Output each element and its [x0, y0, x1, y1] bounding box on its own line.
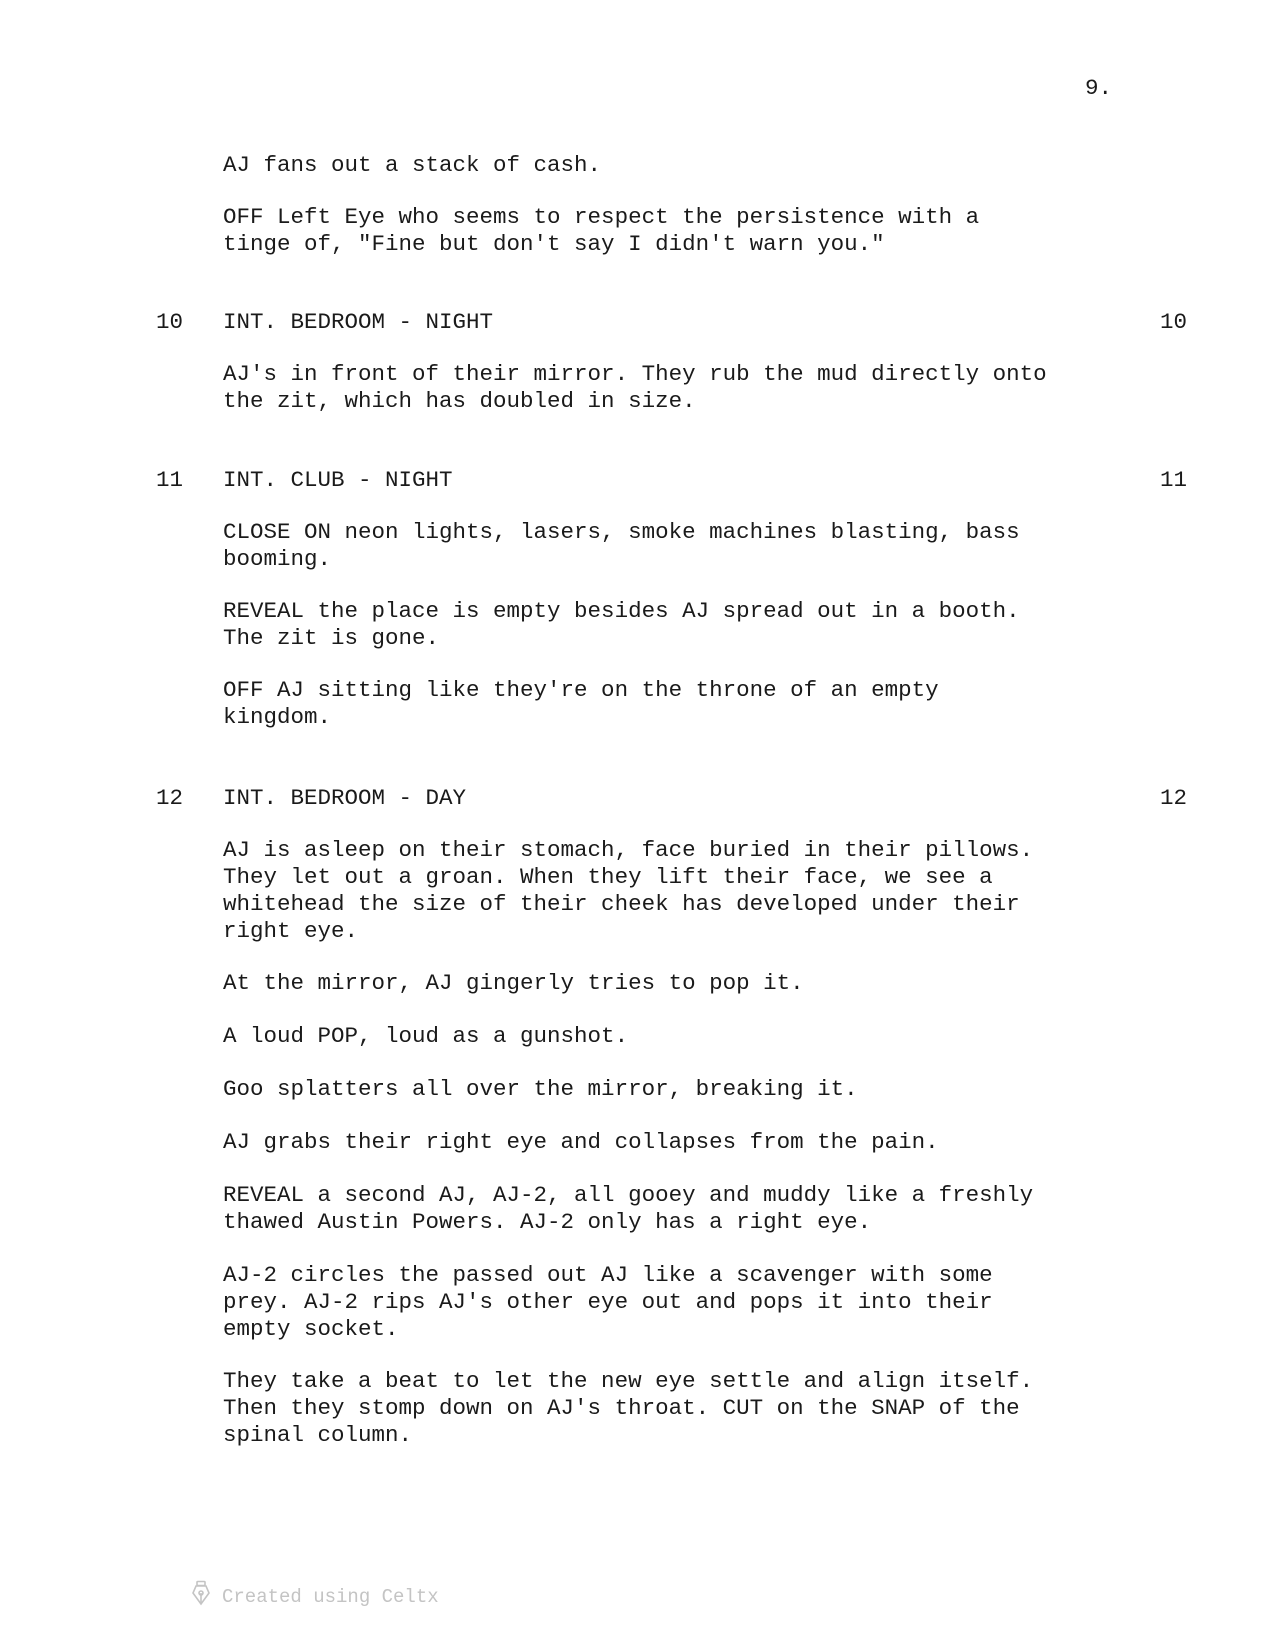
scene-number-right: 11	[1160, 467, 1188, 493]
scene-heading: INT. BEDROOM - NIGHT	[223, 309, 494, 335]
action-line: They take a beat to let the new eye settle and align itself. Then they stomp down on AJ's throat. CUT on the SNAP of the spinal column.	[223, 1368, 1034, 1448]
action-line: CLOSE ON neon lights, lasers, smoke machines blasting, bass booming.	[223, 519, 1020, 572]
action-line: OFF AJ sitting like they're on the throne of an empty kingdom.	[223, 677, 939, 730]
scene-heading: INT. BEDROOM - DAY	[223, 785, 467, 811]
footer-text: Created using Celtx	[222, 1585, 439, 1608]
scene-number-right: 12	[1160, 785, 1188, 811]
scene-number-left: 12	[156, 785, 184, 811]
action-line: AJ's in front of their mirror. They rub the mud directly onto the zit, which has doubled in size.	[223, 361, 1047, 414]
scene-number-left: 11	[156, 467, 184, 493]
action-line: AJ fans out a stack of cash.	[223, 152, 602, 178]
action-line: AJ grabs their right eye and collapses from the pain.	[223, 1129, 939, 1155]
page-number: 9.	[1085, 75, 1113, 101]
action-line: A loud POP, loud as a gunshot.	[223, 1023, 629, 1049]
scene-number-right: 10	[1160, 309, 1188, 335]
action-line: REVEAL a second AJ, AJ-2, all gooey and muddy like a freshly thawed Austin Powers. AJ-2 only has a right eye.	[223, 1182, 1034, 1235]
action-line: At the mirror, AJ gingerly tries to pop it.	[223, 970, 804, 996]
action-line: AJ-2 circles the passed out AJ like a scavenger with some prey. AJ-2 rips AJ's other eye out and pops it into their empty socket.	[223, 1262, 993, 1342]
action-line: OFF Left Eye who seems to respect the persistence with a tinge of, "Fine but don't say I didn't warn you."	[223, 204, 980, 257]
scene-heading: INT. CLUB - NIGHT	[223, 467, 453, 493]
celtx-footer	[190, 1580, 439, 1613]
scene-number-left: 10	[156, 309, 184, 335]
action-line: AJ is asleep on their stomach, face buried in their pillows. They let out a groan. When they lift their face, we see a whitehead the size of their cheek has developed under their right eye.	[223, 837, 1034, 944]
action-line: Goo splatters all over the mirror, breaking it.	[223, 1076, 858, 1102]
pen-nib-icon	[190, 1580, 222, 1613]
action-line: REVEAL the place is empty besides AJ spread out in a booth. The zit is gone.	[223, 598, 1020, 651]
